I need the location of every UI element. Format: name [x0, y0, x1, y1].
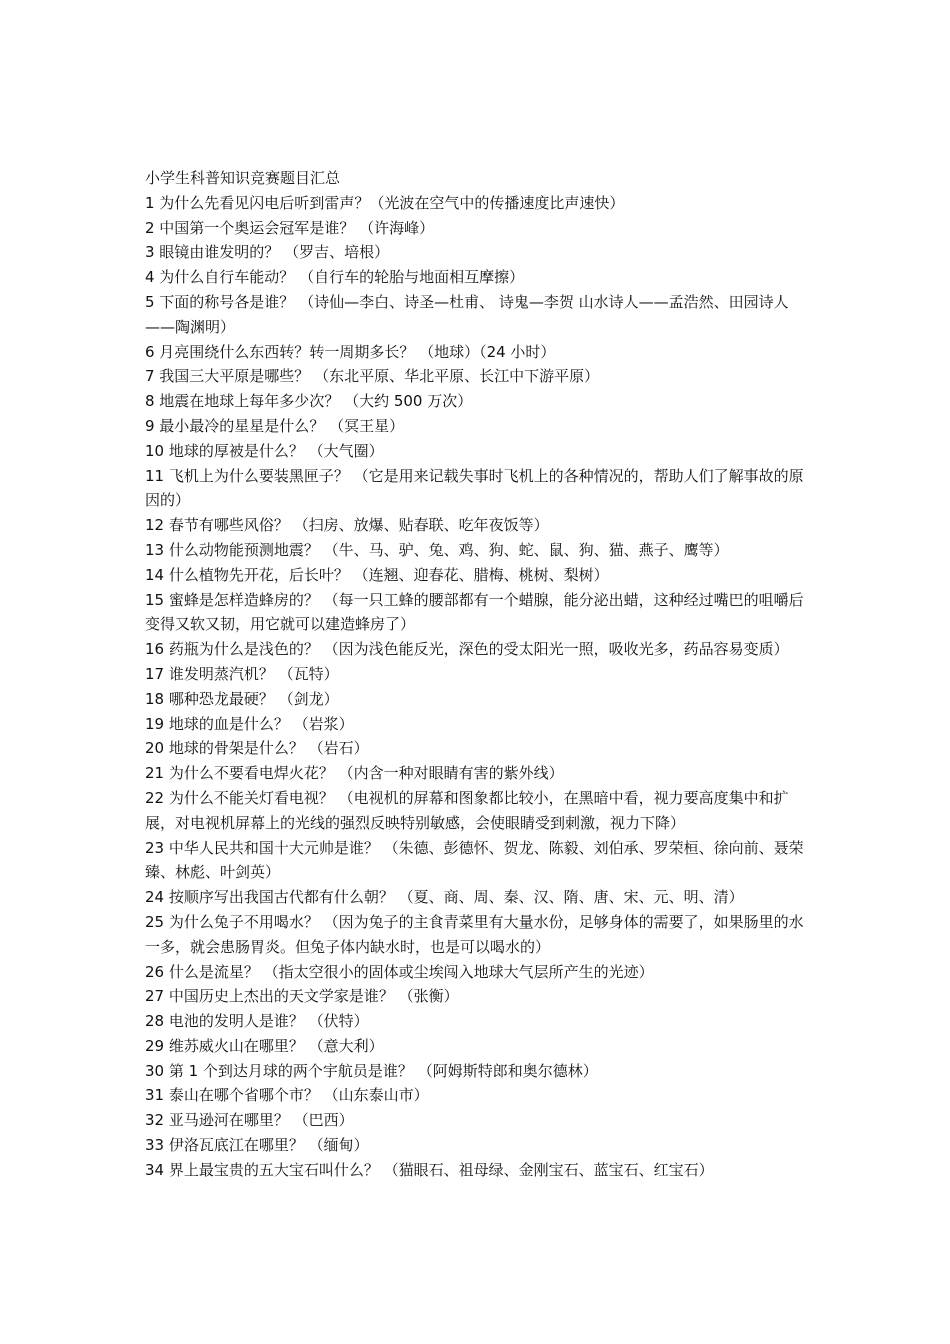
question-32: 32 亚马逊河在哪里？ （巴西） — [145, 1111, 354, 1130]
question-7: 7 我国三大平原是哪些？ （东北平原、华北平原、长江中下游平原） — [145, 367, 600, 386]
document-body — [145, 166, 813, 1183]
question-22: 22 为什么不能关灯看电视？ （电视机的屏幕和图象都比较小，在黑暗中看，视力要高度集中和扩展，对电视机屏幕上的光线的强烈反映特别敏感，会使眼睛受到刺激，视力下降） — [145, 788, 789, 832]
question-12: 12 春节有哪些风俗？ （扫房、放爆、贴春联、吃年夜饭等） — [145, 516, 549, 535]
question-17: 17 谁发明蒸汽机？ （瓦特） — [145, 664, 339, 683]
question-15: 15 蜜蜂是怎样造蜂房的？ （每一只工蜂的腰部都有一个蜡腺，能分泌出蜡，这种经过嘴巴的咀嚼后变得又软又韧，用它就可以建造蜂房了） — [145, 590, 804, 634]
question-8: 8 地震在地球上每年多少次？ （大约 500 万次） — [145, 392, 473, 411]
question-16: 16 药瓶为什么是浅色的？ （因为浅色能反光，深色的受太阳光一照，吸收光多，药品容易变质） — [145, 640, 789, 659]
question-3: 3 眼镜由谁发明的？ （罗吉、培根） — [145, 243, 390, 262]
question-30: 30 第 1 个到达月球的两个宇航员是谁？ （阿姆斯特郎和奥尔德林） — [145, 1061, 598, 1080]
question-14: 14 什么植物先开花，后长叶？ （连翘、迎春花、腊梅、桃树、梨树） — [145, 565, 609, 584]
question-5: 5 下面的称号各是谁？ （诗仙—李白、诗圣—杜甫、 诗鬼—李贺 山水诗人——孟浩然、田园诗人——陶渊明） — [145, 292, 789, 336]
question-23: 23 中华人民共和国十大元帅是谁？ （朱德、彭德怀、贺龙、陈毅、刘伯承、罗荣桓、徐向前、聂荣臻、林彪、叶剑英） — [145, 838, 804, 882]
question-10: 10 地球的厚被是什么？ （大气圈） — [145, 441, 384, 460]
question-34: 34 界上最宝贵的五大宝石叫什么？ （猫眼石、祖母绿、金刚宝石、蓝宝石、红宝石） — [145, 1160, 714, 1179]
question-21: 21 为什么不要看电焊火花？ （内含一种对眼睛有害的紫外线） — [145, 764, 564, 783]
question-9: 9 最小最冷的星星是什么？ （冥王星） — [145, 416, 405, 435]
question-20: 20 地球的骨架是什么？ （岩石） — [145, 739, 369, 758]
question-33: 33 伊洛瓦底江在哪里？ （缅甸） — [145, 1136, 369, 1155]
question-4: 4 为什么自行车能动？ （自行车的轮胎与地面相互摩擦） — [145, 268, 525, 287]
question-24: 24 按顺序写出我国古代都有什么朝？ （夏、商、周、秦、汉、隋、唐、宋、元、明、清） — [145, 888, 744, 907]
document-title: 小学生科普知识竞赛题目汇总 — [145, 169, 341, 187]
question-31: 31 泰山在哪个省哪个市？ （山东泰山市） — [145, 1086, 429, 1105]
question-29: 29 维苏威火山在哪里？ （意大利） — [145, 1036, 384, 1055]
question-26: 26 什么是流星？ （指太空很小的固体或尘埃闯入地球大气层所产生的光迹） — [145, 962, 654, 981]
question-13: 13 什么动物能预测地震？ （牛、马、驴、兔、鸡、狗、蛇、鼠、狗、猫、燕子、鹰等） — [145, 540, 729, 559]
question-19: 19 地球的血是什么？ （岩浆） — [145, 714, 354, 733]
question-2: 2 中国第一个奥运会冠军是谁？ （许海峰） — [145, 218, 435, 237]
question-27: 27 中国历史上杰出的天文学家是谁？ （张衡） — [145, 987, 459, 1006]
question-11: 11 飞机上为什么要装黑匣子？ （它是用来记载失事时飞机上的各种情况的，帮助人们了解事故的原因的） — [145, 466, 804, 510]
question-25: 25 为什么兔子不用喝水？ （因为兔子的主食青菜里有大量水份，足够身体的需要了，如果肠里的水一多，就会患肠胃炎。但兔子体内缺水时，也是可以喝水的） — [145, 912, 804, 956]
question-6: 6 月亮围绕什么东西转？转一周期多长？ （地球）（24 小时） — [145, 342, 556, 361]
question-18: 18 哪种恐龙最硬？ （剑龙） — [145, 689, 339, 708]
question-1: 1 为什么先看见闪电后听到雷声？（光波在空气中的传播速度比声速快） — [145, 193, 625, 212]
question-28: 28 电池的发明人是谁？ （伏特） — [145, 1012, 369, 1031]
